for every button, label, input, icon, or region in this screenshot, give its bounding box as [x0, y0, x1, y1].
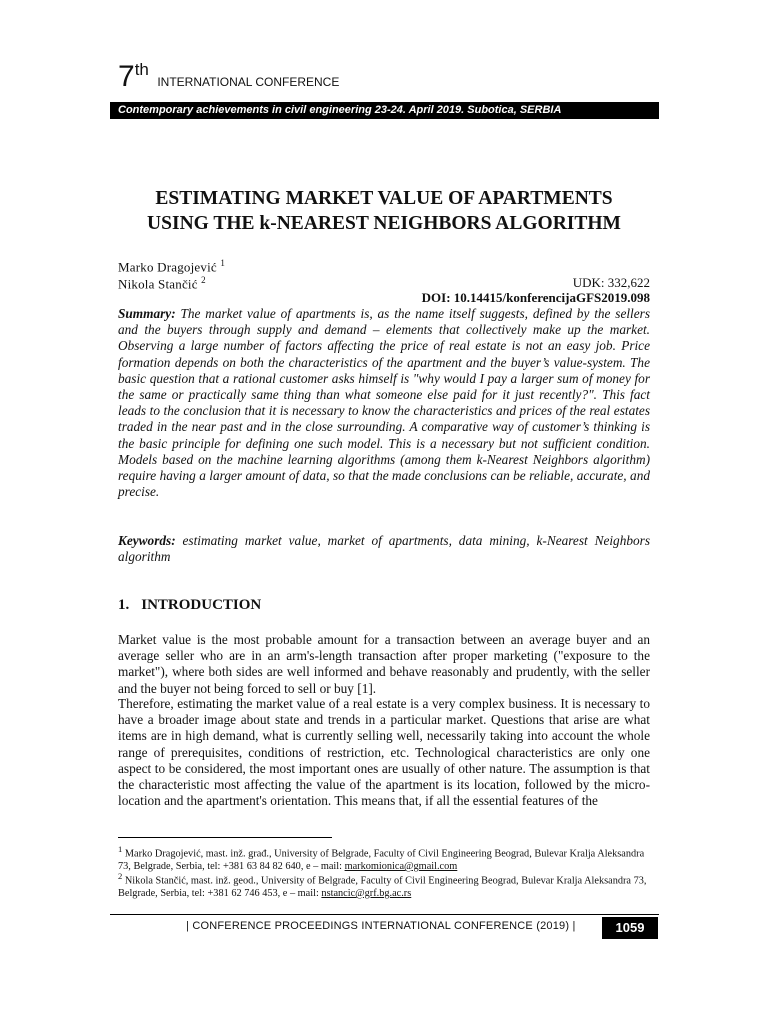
footnote-email-link[interactable]: markomionica@gmail.com	[344, 860, 458, 872]
keywords-label: Keywords:	[118, 533, 176, 548]
footnote-text: Marko Dragojević, mast. inž. građ., University of Belgrade, Faculty of Civil Engineering Beograd, Bulevar Kralja Aleksandra 73, Belgrade, Serbia, tel: +381 63 84 82 640, e – mail:	[118, 848, 645, 872]
body-paragraph-2: Therefore, estimating the market value of a real estate is a very complex business. It is necessary to have a broader image about state and trends in a particular market. Questions that arise are what items are in high demand, what is currently selling well, necessarily taking into account the whole range of prerequisites, conditions of restriction, etc. Technological characteristics are only one aspect to be considered, the most important ones are usually of other nature. The assumption is that the characteristic most affecting the value of the apartment is its location, followed by the micro-location and the apartment's orientation. This means that, if all the essential features of the	[118, 696, 650, 809]
section-title: INTRODUCTION	[141, 597, 262, 613]
footer-divider	[110, 914, 659, 915]
author-name: Marko Dragojević	[118, 259, 217, 275]
footnote-1	[118, 843, 658, 873]
body-paragraph-1: Market value is the most probable amount for a transaction between an average buyer and an average seller who are in an arm's-length transaction after proper marketing ("exposure to the market"), where both sides are well informed and behave reasonably and prudently, with the seller and the buyer not being forced to sell or buy [1].	[118, 632, 650, 696]
conference-banner: Contemporary achievements in civil engineering 23-24. April 2019. Subotica, SERBIA	[110, 102, 659, 119]
summary-label: Summary:	[118, 306, 176, 321]
author-2	[118, 275, 206, 292]
footnote-mark: 1	[118, 844, 123, 854]
udk-code: UDK: 332,622	[572, 275, 650, 290]
summary-text: The market value of apartments is, as the name itself suggests, defined by the sellers and the buyers through supply and demand – elements that collectively make up the market. Observing a large number of factors affecting the price of real estate is not an easy job. Price formation depends on both the characteristics of the apartment and the buyer’s value-system. The basic question that a rational customer asks himself is "why would I pay a larger sum of money for the same or practically same thing than what someone else paid for it just recently?". This fact leads to the conclusion that it is necessary to know the characteristics and prices of the real estates traded in the near past and in the close surrounding. A comparative way of customer’s thinking is the basic principle for defining one such model. This is a necessary but not sufficient condition. Models based on the machine learning algorithms (among them k-Nearest Neighbors algorithm) require having a larger amount of data, so that the made conclusions can be reliable, accurate, and precise.	[118, 306, 650, 500]
paper-title-line-2: USING THE k-NEAREST NEIGHBORS ALGORITHM	[147, 213, 621, 234]
conference-title: INTERNATIONAL CONFERENCE	[157, 75, 340, 89]
footnote-email-link[interactable]: nstancic@grf.bg.ac.rs	[321, 887, 412, 899]
doi: DOI: 10.14415/konferencijaGFS2019.098	[421, 290, 650, 305]
section-heading	[118, 597, 261, 614]
section-number: 1.	[118, 597, 130, 613]
footnote-divider	[118, 837, 332, 838]
conference-number: 7	[118, 60, 135, 93]
paper-title	[118, 186, 650, 236]
keywords-paragraph	[118, 533, 650, 565]
author-name: Nikola Stančić	[118, 276, 198, 292]
footnote-2	[118, 870, 658, 900]
footnote-text: Nikola Stančić, mast. inž. geod., University of Belgrade, Faculty of Civil Engineering Beograd, Bulevar Kralja Aleksandra 73, Belgrade, Serbia, tel: +381 62 746 453, e – mail:	[118, 875, 647, 899]
keywords-text: estimating market value, market of apartments, data mining, k-Nearest Neighbors algorithm	[118, 533, 650, 565]
conference-header	[118, 62, 660, 92]
footnote-mark: 2	[118, 871, 123, 881]
summary-paragraph	[118, 306, 650, 500]
author-affiliation-mark: 2	[201, 275, 206, 285]
conference-number-suffix: th	[134, 60, 149, 79]
paper-title-line-1: ESTIMATING MARKET VALUE OF APARTMENTS	[155, 188, 613, 209]
page-number: 1059	[602, 917, 658, 939]
author-affiliation-mark: 1	[220, 258, 226, 268]
author-1	[118, 258, 225, 275]
footer-proceedings-label: | CONFERENCE PROCEEDINGS INTERNATIONAL CONFERENCE (2019) |	[186, 920, 576, 932]
